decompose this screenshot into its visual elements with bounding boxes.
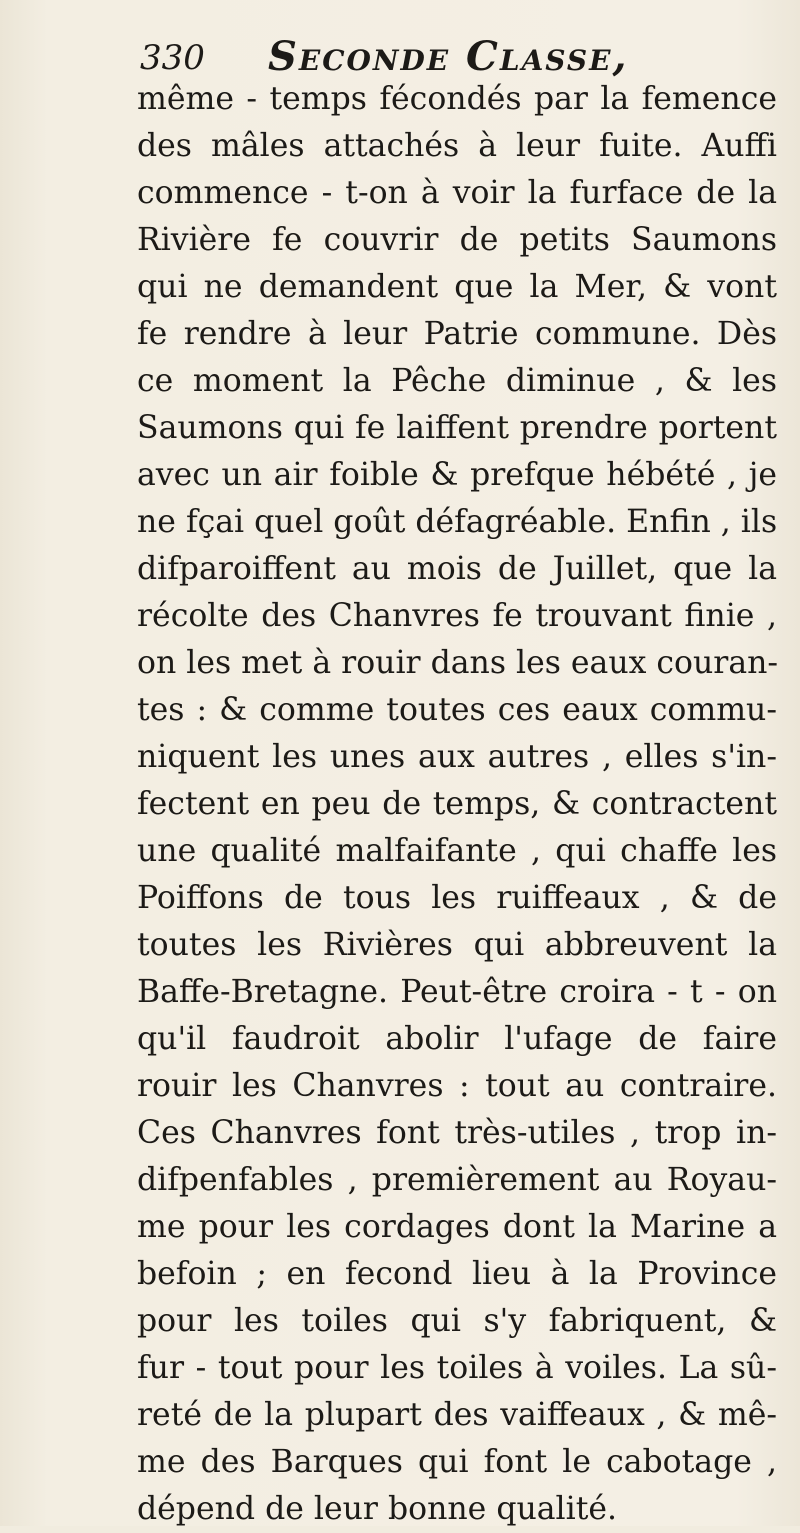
page-header bbox=[140, 30, 760, 78]
text-line: fe rendre à leur Patrie commune. Dès bbox=[137, 316, 777, 352]
text-line: befoin ; en fecond lieu à la Province bbox=[137, 1256, 777, 1292]
text-line: qui ne demandent que la Mer, & vont bbox=[137, 269, 777, 305]
text-line: Rivière fe couvrir de petits Saumons bbox=[137, 222, 777, 258]
text-line: dépend de leur bonne qualité. bbox=[137, 1491, 618, 1527]
text-line: une qualité malfaifante , qui chaffe les bbox=[137, 833, 777, 869]
text-line: difparoiffent au mois de Juillet, que la bbox=[137, 551, 777, 587]
text-line: Ces Chanvres font très-utiles , trop in- bbox=[137, 1115, 777, 1151]
text-line: Poiffons de tous les ruiffeaux , & de bbox=[137, 880, 777, 916]
text-line: ne fçai quel goût défagréable. Enfin , ils bbox=[137, 504, 778, 540]
text-line: commence - t-on à voir la furface de la bbox=[137, 175, 777, 211]
text-line: Saumons qui fe laiffent prendre portent bbox=[137, 410, 777, 446]
text-line: on les met à rouir dans les eaux couran- bbox=[137, 645, 779, 681]
text-line: difpenfables , premièrement au Royau- bbox=[137, 1162, 777, 1198]
text-line: me des Barques qui font le cabotage , bbox=[137, 1444, 777, 1480]
text-line: Baffe-Bretagne. Peut-être croira - t - on bbox=[137, 974, 777, 1010]
text-line: tes : & comme toutes ces eaux commu- bbox=[137, 692, 777, 728]
text-line: fur - tout pour les toiles à voiles. La sû- bbox=[137, 1350, 777, 1386]
text-line: des mâles attachés à leur fuite. Auffi bbox=[137, 128, 777, 164]
text-line: qu'il faudroit abolir l'ufage de faire bbox=[137, 1021, 777, 1057]
text-line: reté de la plupart des vaiffeaux , & mê- bbox=[137, 1397, 777, 1433]
body-text bbox=[137, 76, 777, 1533]
text-line: rouir les Chanvres : tout au contraire. bbox=[137, 1068, 777, 1104]
text-line: pour les toiles qui s'y fabriquent, & bbox=[137, 1303, 777, 1339]
text-line: même - temps fécondés par la femence bbox=[137, 81, 777, 117]
text-line: me pour les cordages dont la Marine a bbox=[137, 1209, 777, 1245]
running-title: Seconde Classe, bbox=[268, 33, 629, 80]
text-line: récolte des Chanvres fe trouvant finie , bbox=[137, 598, 777, 634]
page-number: 330 bbox=[140, 38, 205, 78]
text-line: toutes les Rivières qui abbreuvent la bbox=[137, 927, 777, 963]
text-line: niquent les unes aux autres , elles s'in- bbox=[137, 739, 777, 775]
text-line: avec un air foible & prefque hébété , je bbox=[137, 457, 777, 493]
text-line: fectent en peu de temps, & contractent bbox=[137, 786, 777, 822]
text-line: ce moment la Pêche diminue , & les bbox=[137, 363, 777, 399]
